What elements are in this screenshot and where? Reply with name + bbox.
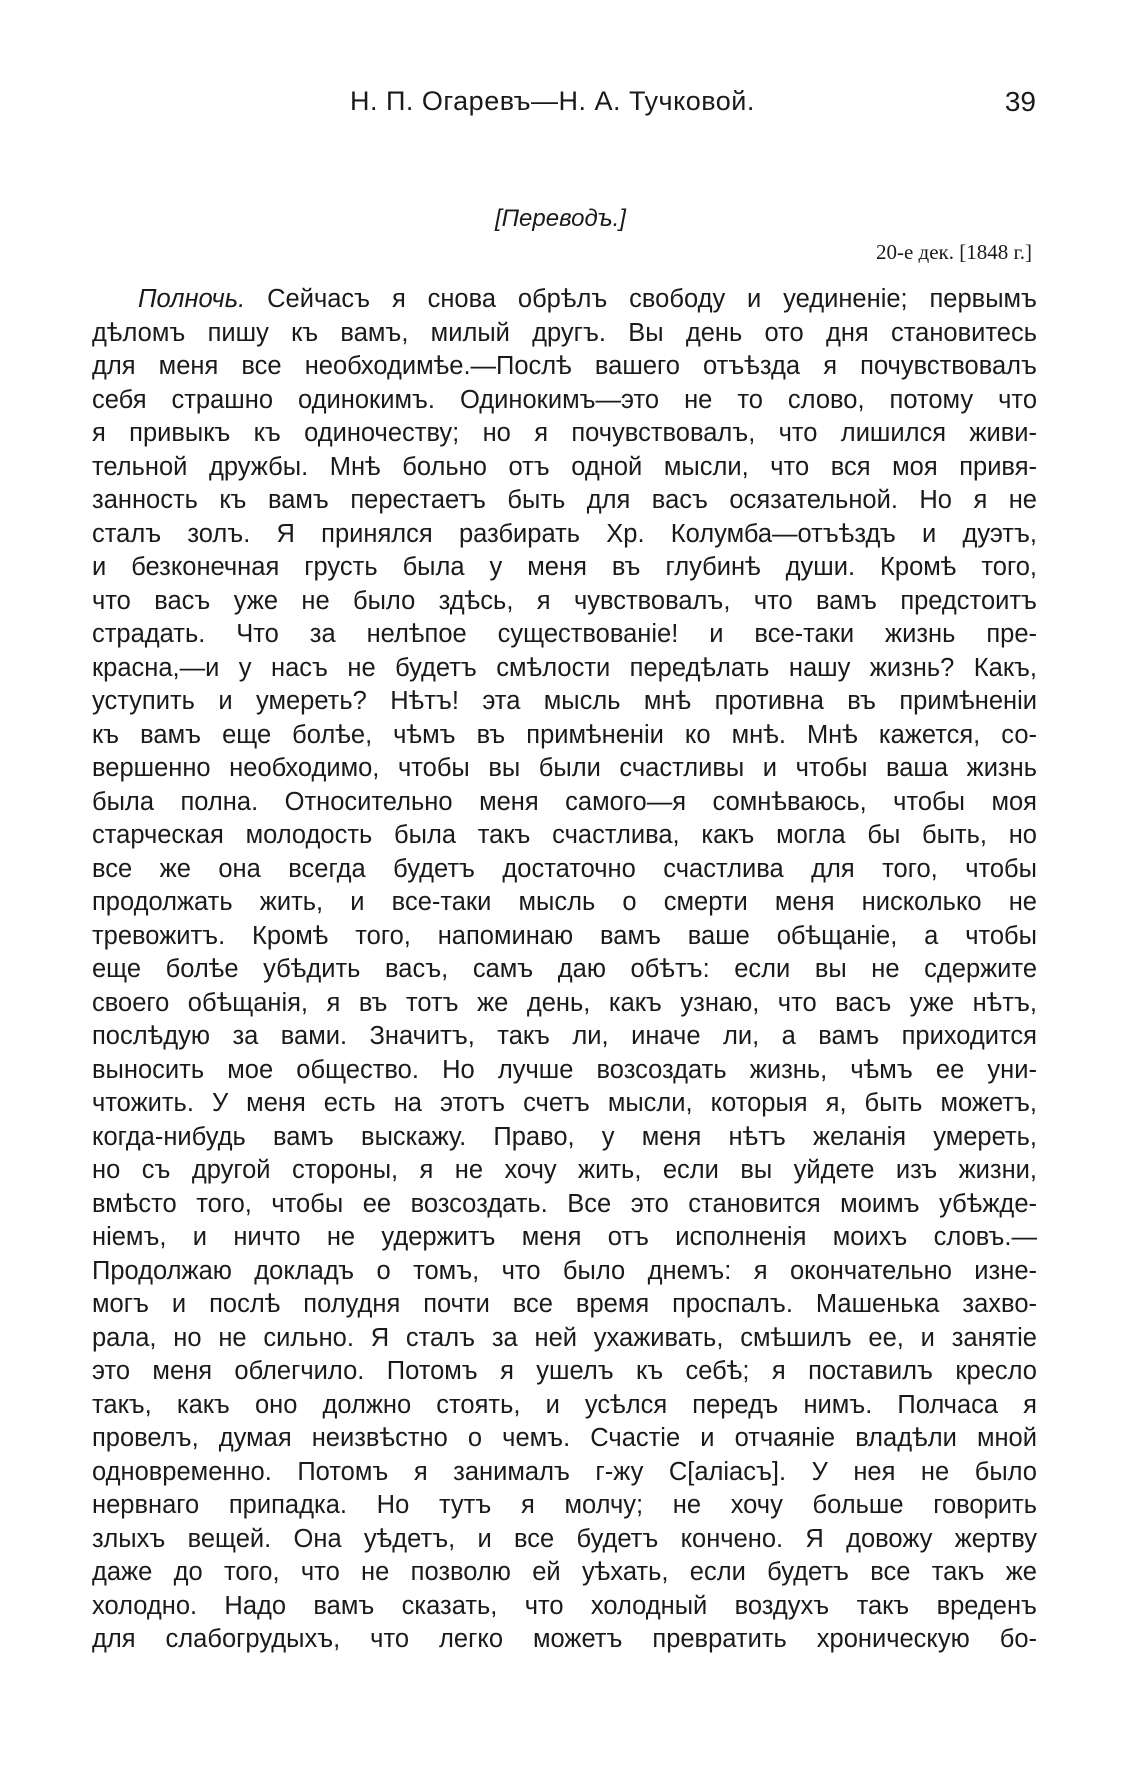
- text-line: красна,—и у насъ не будетъ смѣлости передѣлать нашу жизнь? Какъ,: [92, 653, 1037, 682]
- text-line: [92, 283, 1037, 317]
- text-line: была полна. Относительно меня самого—я сомнѣваюсь, чтобы моя: [92, 787, 1037, 816]
- running-title: Н. П. Огаревъ—Н. А. Тучковой.: [350, 86, 755, 116]
- text-line: вмѣсто того, чтобы ее возсоздать. Все это становится моимъ убѣжде-: [92, 1189, 1037, 1218]
- lead-word: Полночь.: [138, 285, 246, 313]
- text-line: для меня все необходимѣе.—Послѣ вашего отъѣзда я почувствовалъ: [92, 352, 1037, 380]
- letter-date: 20-е дек. [1848 г.]: [875, 240, 1032, 264]
- text-line: злыхъ вещей. Она уѣдетъ, и все будетъ кончено. Я довожу жертву: [92, 1524, 1037, 1553]
- text-line: продолжать жить, и все-таки мысль о смерти меня нисколько не: [92, 888, 1037, 916]
- text-line: вершенно необходимо, чтобы вы были счастливы и чтобы ваша жизнь: [92, 754, 1037, 782]
- text-line: дѣломъ пишу къ вамъ, милый другъ. Вы день ото дня становитесь: [92, 318, 1037, 347]
- text-line: рала, но не сильно. Я сталъ за ней ухаживать, смѣшилъ ее, и занятіе: [92, 1323, 1037, 1352]
- text-line: занность къ вамъ перестаетъ быть для васъ осязательной. Но я не: [92, 486, 1037, 514]
- text-line: но съ другой стороны, я не хочу жить, если вы уйдете изъ жизни,: [92, 1156, 1037, 1184]
- text-line: уступить и умереть? Нѣтъ! эта мысль мнѣ противна въ примѣненіи: [92, 687, 1037, 715]
- page-number: 39: [1004, 86, 1036, 117]
- text-line: провелъ, думая неизвѣстно о чемъ. Счастіе и отчаяніе владѣли мной: [92, 1424, 1037, 1452]
- text-line: выносить мое общество. Но лучше возсоздать жизнь, чѣмъ ее уни-: [92, 1055, 1037, 1084]
- text-line: такъ, какъ оно должно стоять, и усѣлся передъ нимъ. Полчаса я: [92, 1390, 1037, 1419]
- text-line: тревожитъ. Кромѣ того, напоминаю вамъ ваше обѣщаніе, а чтобы: [92, 921, 1037, 950]
- text-line: еще болѣе убѣдить васъ, самъ даю обѣтъ: если вы не сдержите: [92, 955, 1037, 983]
- text-line: старческая молодость была такъ счастлива, какъ могла бы быть, но: [92, 821, 1037, 849]
- text-line: себя страшно одинокимъ. Одинокимъ—это не то слово, потому что: [92, 385, 1037, 414]
- text-line: могъ и послѣ полудня почти все время проспалъ. Машенька захво-: [92, 1290, 1037, 1318]
- text-line: къ вамъ еще болѣе, чѣмъ въ примѣненіи ко мнѣ. Мнѣ кажется, со-: [92, 720, 1037, 749]
- text-line: все же она всегда будетъ достаточно счастлива для того, чтобы: [92, 854, 1037, 883]
- text-line: чтожить. У меня есть на этотъ счетъ мысли, которыя я, быть можетъ,: [92, 1089, 1037, 1117]
- text-line: это меня облегчило. Потомъ я ушелъ къ себѣ; я поставилъ кресло: [92, 1357, 1037, 1385]
- text-line: одновременно. Потомъ я занималъ г-жу С[аліасъ]. У нея не было: [92, 1457, 1037, 1486]
- text-line: Продолжаю докладъ о томъ, что было днемъ: я окончательно изне-: [92, 1256, 1037, 1285]
- text-line: и безконечная грусть была у меня въ глубинѣ души. Кромѣ того,: [92, 553, 1037, 581]
- text-line: сталъ золъ. Я принялся разбирать Хр. Колумба—отъѣздъ и дуэтъ,: [92, 519, 1037, 548]
- text-line: ніемъ, и ничто не удержитъ меня отъ исполненія моихъ словъ.—: [92, 1223, 1037, 1251]
- text-line: холодно. Надо вамъ сказать, что холодный воздухъ такъ вреденъ: [92, 1591, 1037, 1620]
- text-line: когда-нибудь вамъ выскажу. Право, у меня нѣтъ желанія умереть,: [92, 1122, 1037, 1151]
- text-line: что васъ уже не было здѣсь, я чувствовалъ, что вамъ предстоитъ: [92, 586, 1037, 615]
- text-line: своего обѣщанія, я въ тотъ же день, какъ узнаю, что васъ уже нѣтъ,: [92, 988, 1037, 1017]
- text-line: я привыкъ къ одиночеству; но я почувствовалъ, что лишился живи-: [92, 419, 1037, 447]
- translation-label: [Переводъ.]: [495, 205, 626, 232]
- text-line-rest: Сейчасъ я снова обрѣлъ свободу и уединеніе; первымъ: [245, 285, 1037, 313]
- text-line: для слабогрудыхъ, что легко можетъ превратить хроническую бо-: [92, 1625, 1037, 1653]
- text-line: даже до того, что не позволю ей уѣхать, если будетъ все такъ же: [92, 1558, 1037, 1586]
- text-line: нервнаго припадка. Но тутъ я молчу; не хочу больше говорить: [92, 1491, 1037, 1519]
- letter-body: [92, 283, 1037, 1657]
- text-line: послѣдую за вами. Значитъ, такъ ли, иначе ли, а вамъ приходится: [92, 1022, 1037, 1050]
- text-line: страдать. Что за нелѣпое существованіе! и все-таки жизнь пре-: [92, 620, 1037, 648]
- text-line: тельной дружбы. Мнѣ больно отъ одной мысли, что вся моя привя-: [92, 452, 1037, 481]
